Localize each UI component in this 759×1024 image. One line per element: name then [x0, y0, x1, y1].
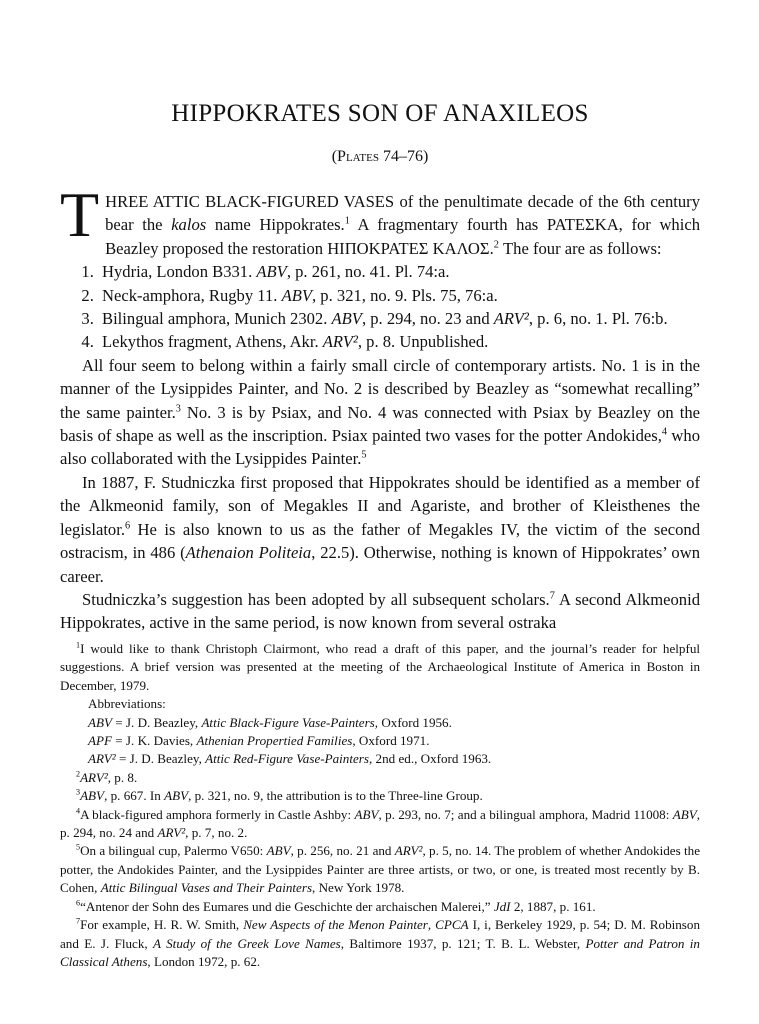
plates-reference — [60, 148, 700, 166]
footnote-ref: 7 — [549, 590, 555, 602]
footnote-ref: 3 — [175, 403, 181, 415]
footnote-text: , Baltimore 1937, p. 121; T. B. L. Webster, — [340, 935, 586, 951]
footnote-6 — [60, 898, 700, 916]
footnote-text: I, i, Berkeley 1929, p. 54; D. M. Robinson and E. J. Fluck, — [60, 917, 700, 951]
text-span: Bilingual amphora, Munich 2302. — [102, 309, 332, 329]
abbreviation-item — [60, 732, 700, 750]
footnote-number: 5 — [76, 843, 81, 853]
footnote-text: , p. 256, no. 21 and — [290, 843, 395, 859]
footnote-text: , p. 8. — [107, 769, 138, 785]
text-span: No. 3 is by Psiax, and No. 4 was connected with Psiax by Beazley on the basis of shape as well as the inscription. Psiax painted two vases for the potter Andokides, — [60, 402, 700, 446]
paragraph-studniczka — [60, 471, 700, 588]
footnote-number: 6 — [76, 898, 81, 908]
text-span: Hydria, London B331. — [102, 262, 257, 282]
italic-ref: ABV — [88, 714, 112, 730]
drop-cap: T — [60, 179, 100, 250]
text-span: = J. D. Beazley, — [112, 714, 202, 730]
abbreviations-heading: Abbreviations: — [88, 696, 166, 712]
footnote-ref: 6 — [124, 520, 131, 532]
paragraph-circle — [60, 354, 700, 471]
text-span: , Oxford 1956. — [374, 714, 452, 730]
footnote-text: , p. 293, no. 7; and a bilingual amphora, Madrid 11008: — [378, 806, 673, 822]
footnote-ref: 1 — [344, 215, 350, 227]
text-span: Neck-amphora, Rugby 11. — [102, 285, 282, 305]
footnote-text: I would like to thank Christoph Clairmont, who read a draft of this paper, and the journal’s reader for helpful suggestions. A brief version was presented at the meeting of the Archaeological Institute of America in Boston in December, 1979. — [60, 641, 700, 693]
italic-ref: JdI — [493, 898, 511, 914]
italic-ref: New Aspects of the Menon Painter — [243, 917, 428, 933]
italic-ref: Athenaion Politeia — [185, 543, 312, 563]
text-span: of the penultimate decade of the 6th century bear the — [105, 192, 700, 235]
footnote-3 — [60, 787, 700, 805]
text-span: Lekythos fragment, Athens, Akr. — [102, 332, 323, 352]
italic-ref: Attic Black-Figure Vase-Painters — [201, 714, 375, 730]
footnote-ref: 2 — [493, 239, 499, 251]
footnote-text: , p. 321, no. 9, the attribution is to the Three-line Group. — [188, 788, 483, 804]
italic-ref: Athenian Propertied Families — [196, 733, 353, 749]
article-body — [60, 179, 700, 635]
text-span: name Hippokrates. — [206, 215, 345, 235]
text-span: All four seem to belong within a fairly small circle of contemporary artists. No. 1 is in the manner of the Lysippides Painter, and No. 2 is described by Beazley as “somewhat recalling” the same painter. — [60, 355, 700, 422]
text-span: He is also known to us as the father of Megakles IV, the victim of the second ostracism, in 486 ( — [60, 519, 700, 563]
italic-ref: Attic Red-Figure Vase-Painters — [205, 751, 369, 767]
italic-ref: ABV — [80, 788, 105, 804]
footnote-text: , p. 294, no. 24 and — [60, 806, 700, 841]
text-span: , p. 321, no. 9. Pls. 75, 76:a. — [312, 285, 498, 305]
footnote-number: 1 — [76, 640, 81, 650]
text-span: , p. 294, no. 23 and — [361, 309, 494, 329]
paragraph-intro — [60, 179, 700, 260]
footnote-text: , p. 667. In — [104, 788, 165, 804]
italic-ref: Potter and Patron in Classical Athens — [60, 935, 700, 969]
italic-ref: ABV — [266, 843, 291, 859]
footnote-text: A black-figured amphora formerly in Castle Ashby: — [80, 806, 355, 822]
italic-ref: ABV — [672, 806, 697, 822]
italic-ref: APF — [88, 733, 112, 749]
text-span: , 22.5). Otherwise, nothing is known of Hippokrates’ own career. — [60, 543, 700, 586]
footnote-number: 3 — [76, 787, 81, 797]
text-span: , p. 8. Unpublished. — [357, 332, 489, 352]
footnote-number: 4 — [76, 806, 81, 816]
text-span: In 1887, F. Studniczka first proposed that Hippokrates should be identified as a member of the Alkmeonid family, son of Megakles II and Agariste, and brother of Kleisthenes the legislator. — [60, 472, 700, 539]
plates-prefix: ( — [331, 148, 338, 165]
footnote-number: 2 — [76, 769, 81, 779]
text-span: Studniczka’s suggestion has been adopted by all subsequent scholars. — [82, 589, 550, 609]
footnotes — [60, 640, 700, 971]
footnote-4 — [60, 806, 700, 843]
italic-ref: ABV — [331, 309, 362, 329]
italic-ref: ARV² — [80, 769, 108, 785]
footnote-2 — [60, 769, 700, 787]
text-span: = J. K. Davies, — [112, 733, 197, 749]
italic-ref: ABV — [354, 806, 379, 822]
footnote-5 — [60, 842, 700, 897]
italic-ref: ARV² — [88, 751, 116, 767]
footnote-number: 7 — [76, 916, 81, 926]
footnote-text: , London 1972, p. 62. — [147, 953, 261, 969]
list-item — [98, 260, 700, 283]
text-span: A second Alkmeonid Hippokrates, active in the same period, is now known from several ostraka — [60, 589, 700, 633]
italic-ref: CPCA — [435, 917, 469, 933]
footnote-ref: 5 — [361, 449, 367, 461]
abbreviation-item — [60, 714, 700, 732]
text-span: , Oxford 1971. — [352, 733, 430, 749]
text-span: A fragmentary fourth has ΡΑΤΕΣΚΑ, for which Beazley proposed the restoration ΗΙΠΟΚΡΑΤΕΣ ΚΑΛΟΣ. — [105, 215, 700, 258]
list-item — [98, 330, 700, 353]
footnote-text: On a bilingual cup, Palermo V650: — [80, 843, 267, 859]
caps-lead: HREE ATTIC BLACK-FIGURED VASES — [105, 192, 395, 211]
italic-ref: ABV — [281, 285, 312, 305]
italic-ref: ABV — [164, 788, 189, 804]
italic-ref: ABV — [256, 262, 287, 282]
paragraph-ostraka — [60, 588, 700, 635]
footnote-text: , — [427, 917, 436, 933]
footnote-ref: 4 — [661, 426, 667, 438]
text-span: , 2nd ed., Oxford 1963. — [369, 751, 492, 767]
list-item — [98, 307, 700, 330]
italic-ref: ARV² — [493, 309, 529, 329]
footnote-text: 2, 1887, p. 161. — [510, 898, 596, 914]
vase-list — [60, 260, 700, 354]
plates-label: Plates — [337, 148, 379, 165]
footnote-7 — [60, 916, 700, 971]
footnote-1 — [60, 640, 700, 695]
footnote-text: , New York 1978. — [312, 880, 405, 896]
text-span: The four are as follows: — [498, 238, 662, 258]
italic-ref: A Study of the Greek Love Names — [153, 935, 341, 951]
italic-ref: ARV² — [322, 332, 358, 352]
plates-range: 74–76) — [378, 148, 429, 165]
text-span: who also collaborated with the Lysippides Painter. — [60, 426, 700, 469]
footnote-text: , p. 5, no. 14. The problem of whether Andokides the potter, the Andokides Painter, and the Lysippides Painter are three artists, or two, or one, is treated most recently by B. Cohen, — [60, 843, 700, 896]
text-span: , p. 261, no. 41. Pl. 74:a. — [286, 262, 450, 282]
text-span: , p. 6, no. 1. Pl. 76:b. — [528, 309, 668, 329]
footnote-text: For example, H. R. W. Smith, — [80, 917, 244, 933]
list-item — [98, 284, 700, 307]
abbreviation-item — [60, 750, 700, 768]
article-title: HIPPOKRATES SON OF ANAXILEOS — [171, 100, 589, 127]
footnote-text: , p. 7, no. 2. — [185, 825, 248, 841]
italic-ref: Attic Bilingual Vases and Their Painters — [100, 880, 313, 896]
italic-ref: ARV² — [157, 825, 186, 841]
footnote-text: “Antenor der Sohn des Eumares und die Geschichte der archaischen Malerei,” — [80, 898, 494, 914]
italic-ref: ARV² — [394, 843, 423, 859]
text-span: = J. D. Beazley, — [115, 751, 206, 767]
italic-term: kalos — [171, 215, 207, 235]
